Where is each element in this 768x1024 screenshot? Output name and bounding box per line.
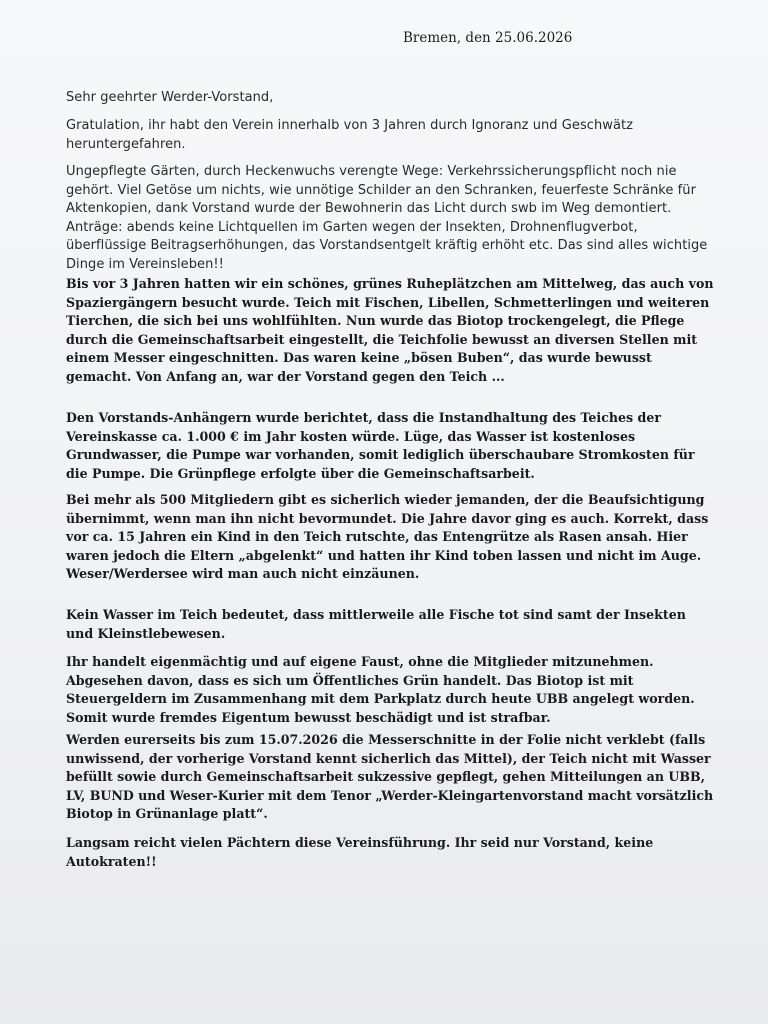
paragraph-fish: Kein Wasser im Teich bedeutet, dass mittlerweile alle Fische tot sind samt der Insekten und Kleinstlebewesen. (66, 607, 686, 641)
paragraph-public-green: Ihr handelt eigenmächtig und auf eigene Faust, ohne die Mitglieder mitzunehmen. Abgesehen davon, dass es sich um Öffentliches Grün handelt. Das Biotop ist mit Steuergeldern im Zusammenhang mit dem Parkplatz durch heute UBB angelegt worden. Somit wurde fremdes Eigentum bewusst beschädigt und ist strafbar. (66, 654, 695, 725)
paragraph-biotop-history: Bis vor 3 Jahren hatten wir ein schönes, grünes Ruheplätzchen am Mittelweg, das auch von Spaziergängern besucht wurde. Teich mit Fischen, Libellen, Schmetterlingen und weiteren Tierchen, die sich bei uns wohlfühlten. Nun wurde das Biotop trockengelegt, die Pflege durch die Gemeinschaftsarbeit eingestellt, die Teichfolie bewusst an diversen Stellen mit einem Messer eingeschnitten. Das waren keine „bösen Buben“, das wurde bewusst gemacht. Von Anfang an, war der Vorstand gegen den Teich ... (66, 276, 714, 384)
paragraph-closing: Langsam reicht vielen Pächtern diese Vereinsführung. Ihr seid nur Vorstand, keine Autokraten!! (66, 835, 654, 869)
paragraph-ultimatum: Werden eurerseits bis zum 15.07.2026 die Messerschnitte in der Folie nicht verklebt (falls unwissend, der vorherige Vorstand kennt sicherlich das Mittel), der Teich nicht mit Wasser befüllt sowie durch Gemeinschaftsarbeit sukzessive gepflegt, gehen Mitteilungen an UBB, LV, BUND und Weser-Kurier mit dem Tenor „Werder-Kleingartenvorstand macht vorsätzlich Biotop in Grünanlage platt“. (66, 732, 714, 822)
paragraph-costs: Den Vorstands-Anhängern wurde berichtet, dass die Instandhaltung des Teiches der Vereinskasse ca. 1.000 € im Jahr kosten würde. Lüge, das Wasser ist kostenloses Grundwasser, die Pumpe war vorhanden, somit lediglich überschaubare Stromkosten für die Pumpe. Die Grünpflege erfolgte über die Gemeinschaftsarbeit. (66, 410, 695, 481)
paragraph-gratulation: Gratulation, ihr habt den Verein innerhalb von 3 Jahren durch Ignoranz und Geschwätz heruntergefahren. (66, 118, 633, 152)
paragraph-complaints: Ungepflegte Gärten, durch Heckenwuchs verengte Wege: Verkehrssicherungspflicht noch nie gehört. Viel Getöse um nichts, wie unnötige Schilder an den Schranken, feuerfeste Schränke für Aktenkopien, dank Vorstand wurde der Bewohnerin das Licht durch swb im Weg demontiert. Anträge: abends keine Lichtquellen im Garten wegen der Insekten, Drohnenflugverbot, überflüssige Beitragserhöhungen, das Vorstandsentgelt kräftig erhöht etc. Das sind alles wichtige Dinge im Vereinsleben!! (66, 164, 708, 272)
date-line: Bremen, den 25.06.2026 (403, 30, 573, 46)
salutation: Sehr geehrter Werder-Vorstand, (66, 90, 274, 105)
paragraph-supervision: Bei mehr als 500 Mitgliedern gibt es sicherlich wieder jemanden, der die Beaufsichtigung übernimmt, wenn man ihn nicht bevormundet. Die Jahre davor ging es auch. Korrekt, dass vor ca. 15 Jahren ein Kind in den Teich rutschte, das Entengrütze als Rasen ansah. Hier waren jedoch die Eltern „abgelenkt“ und hatten ihr Kind toben lassen und nicht im Auge. Weser/Werdersee wird man auch nicht einzäunen. (66, 492, 709, 582)
